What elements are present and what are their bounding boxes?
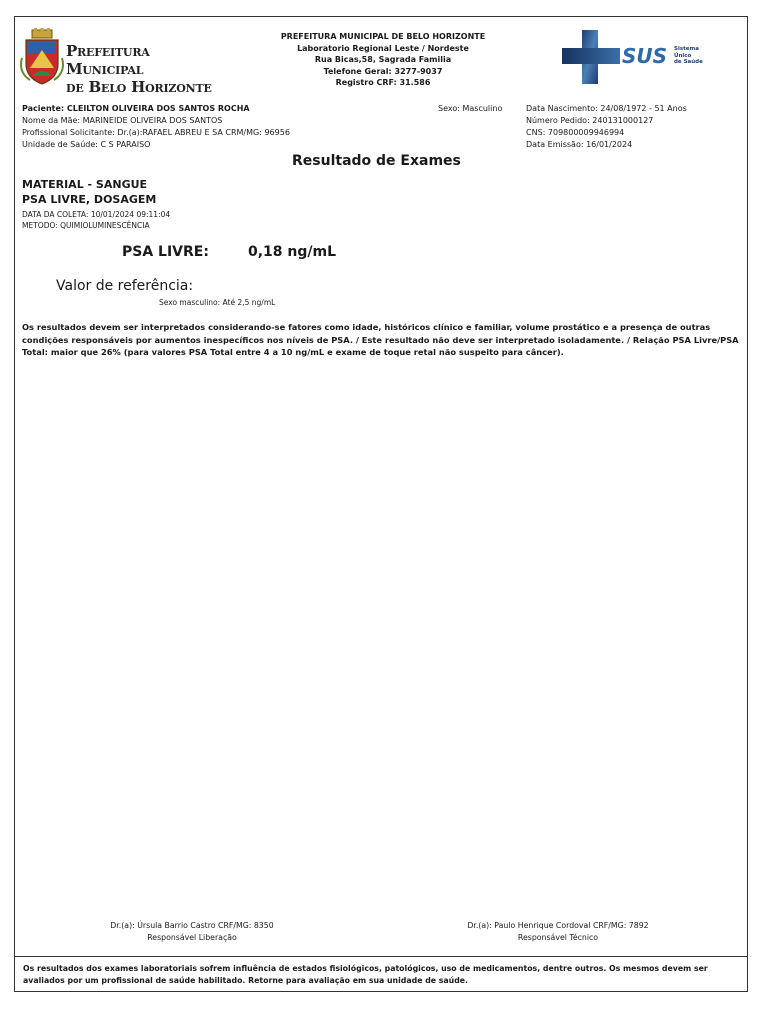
cns-number: CNS: 709800009946994 <box>526 128 625 137</box>
patient-name: Paciente: CLEILTON OLIVEIRA DOS SANTOS ROCHA <box>22 104 250 113</box>
pbh-logo-line2: de Belo Horizonte <box>66 78 212 96</box>
birth-date: Data Nascimento: 24/08/1972 - 51 Anos <box>526 104 687 113</box>
lab-phone: Telefone Geral: 3277-9037 <box>323 66 443 76</box>
sus-logo <box>560 28 710 86</box>
sus-text: SUS <box>622 44 668 68</box>
exam-method: METODO: QUIMIOLUMINESCÊNCIA <box>22 221 150 230</box>
reference-value: Sexo masculino: Até 2,5 ng/mL <box>159 298 276 307</box>
signature-left-role: Responsável Liberação <box>147 933 237 942</box>
lab-name: Laboratorio Regional Leste / Nordeste <box>297 43 469 53</box>
pbh-logo-text <box>66 42 230 96</box>
collection-date: DATA DA COLETA: 10/01/2024 09:11:04 <box>22 210 171 219</box>
interpretation-note: Os resultados devem ser interpretados considerando-se fatores como idade, históricos clínico e familiar, volume prostático e a presença de outras condições responsáveis por aumentos inespecíficos nos níveis de PSA. / Este resultado não deve ser interpretado isoladamente. / Relação PSA Livre/PSA Total: maior que 26% (para valores PSA Total entre 4 a 10 ng/mL e exame de toque retal não suspeito para câncer). <box>22 322 739 357</box>
footer-disclaimer: Os resultados dos exames laboratoriais sofrem influência de estados fisiológicos, patológicos, uso de medicamentos, dentre outros. Os mesmos devem ser avaliados por um profissional de saúde habilitado. Retorne para avaliação em sua unidade de saúde. <box>14 956 748 993</box>
signature-right-name: Dr.(a): Paulo Henrique Cordoval CRF/MG: 7892 <box>467 921 649 930</box>
result-label: PSA LIVRE: <box>122 244 209 260</box>
pbh-logo-line1: Prefeitura Municipal <box>66 42 150 78</box>
signature-right-role: Responsável Técnico <box>517 933 599 942</box>
sus-sub-line3: de Saúde <box>674 59 703 65</box>
issue-date: Data Emissão: 16/01/2024 <box>526 140 633 149</box>
signature-left-name: Dr.(a): Úrsula Barrio Castro CRF/MG: 8350 <box>110 921 274 930</box>
exam-material: MATERIAL - SANGUE <box>22 178 148 191</box>
lab-header <box>232 31 534 89</box>
pbh-coat-of-arms-icon <box>20 28 64 88</box>
sus-sub-line2: Único <box>674 52 692 59</box>
lab-crf: Registro CRF: 31.586 <box>335 78 431 87</box>
sus-sub-line1: Sistema <box>674 46 699 52</box>
sus-subtitle <box>674 46 703 66</box>
page-title: Resultado de Exames <box>292 153 461 169</box>
exam-name: PSA LIVRE, DOSAGEM <box>22 193 157 206</box>
reference-title: Valor de referência: <box>56 278 194 294</box>
patient-sex: Sexo: Masculino <box>438 104 503 113</box>
mother-name: Nome da Mãe: MARINEIDE OLIVEIRA DOS SANTOS <box>22 116 223 125</box>
requesting-doctor: Profissional Solicitante: Dr.(a):RAFAEL ABREU E SA CRM/MG: 96956 <box>22 128 290 137</box>
org-name: PREFEITURA MUNICIPAL DE BELO HORIZONTE <box>280 32 486 41</box>
result-value: 0,18 ng/mL <box>248 244 337 260</box>
pbh-logo <box>20 28 230 96</box>
lab-address: Rua Bicas,58, Sagrada Familia <box>314 55 452 64</box>
signature-left <box>62 920 322 944</box>
order-number: Número Pedido: 240131000127 <box>526 116 654 125</box>
health-unit: Unidade de Saúde: C S PARAISO <box>22 140 151 149</box>
signature-right <box>428 920 688 944</box>
